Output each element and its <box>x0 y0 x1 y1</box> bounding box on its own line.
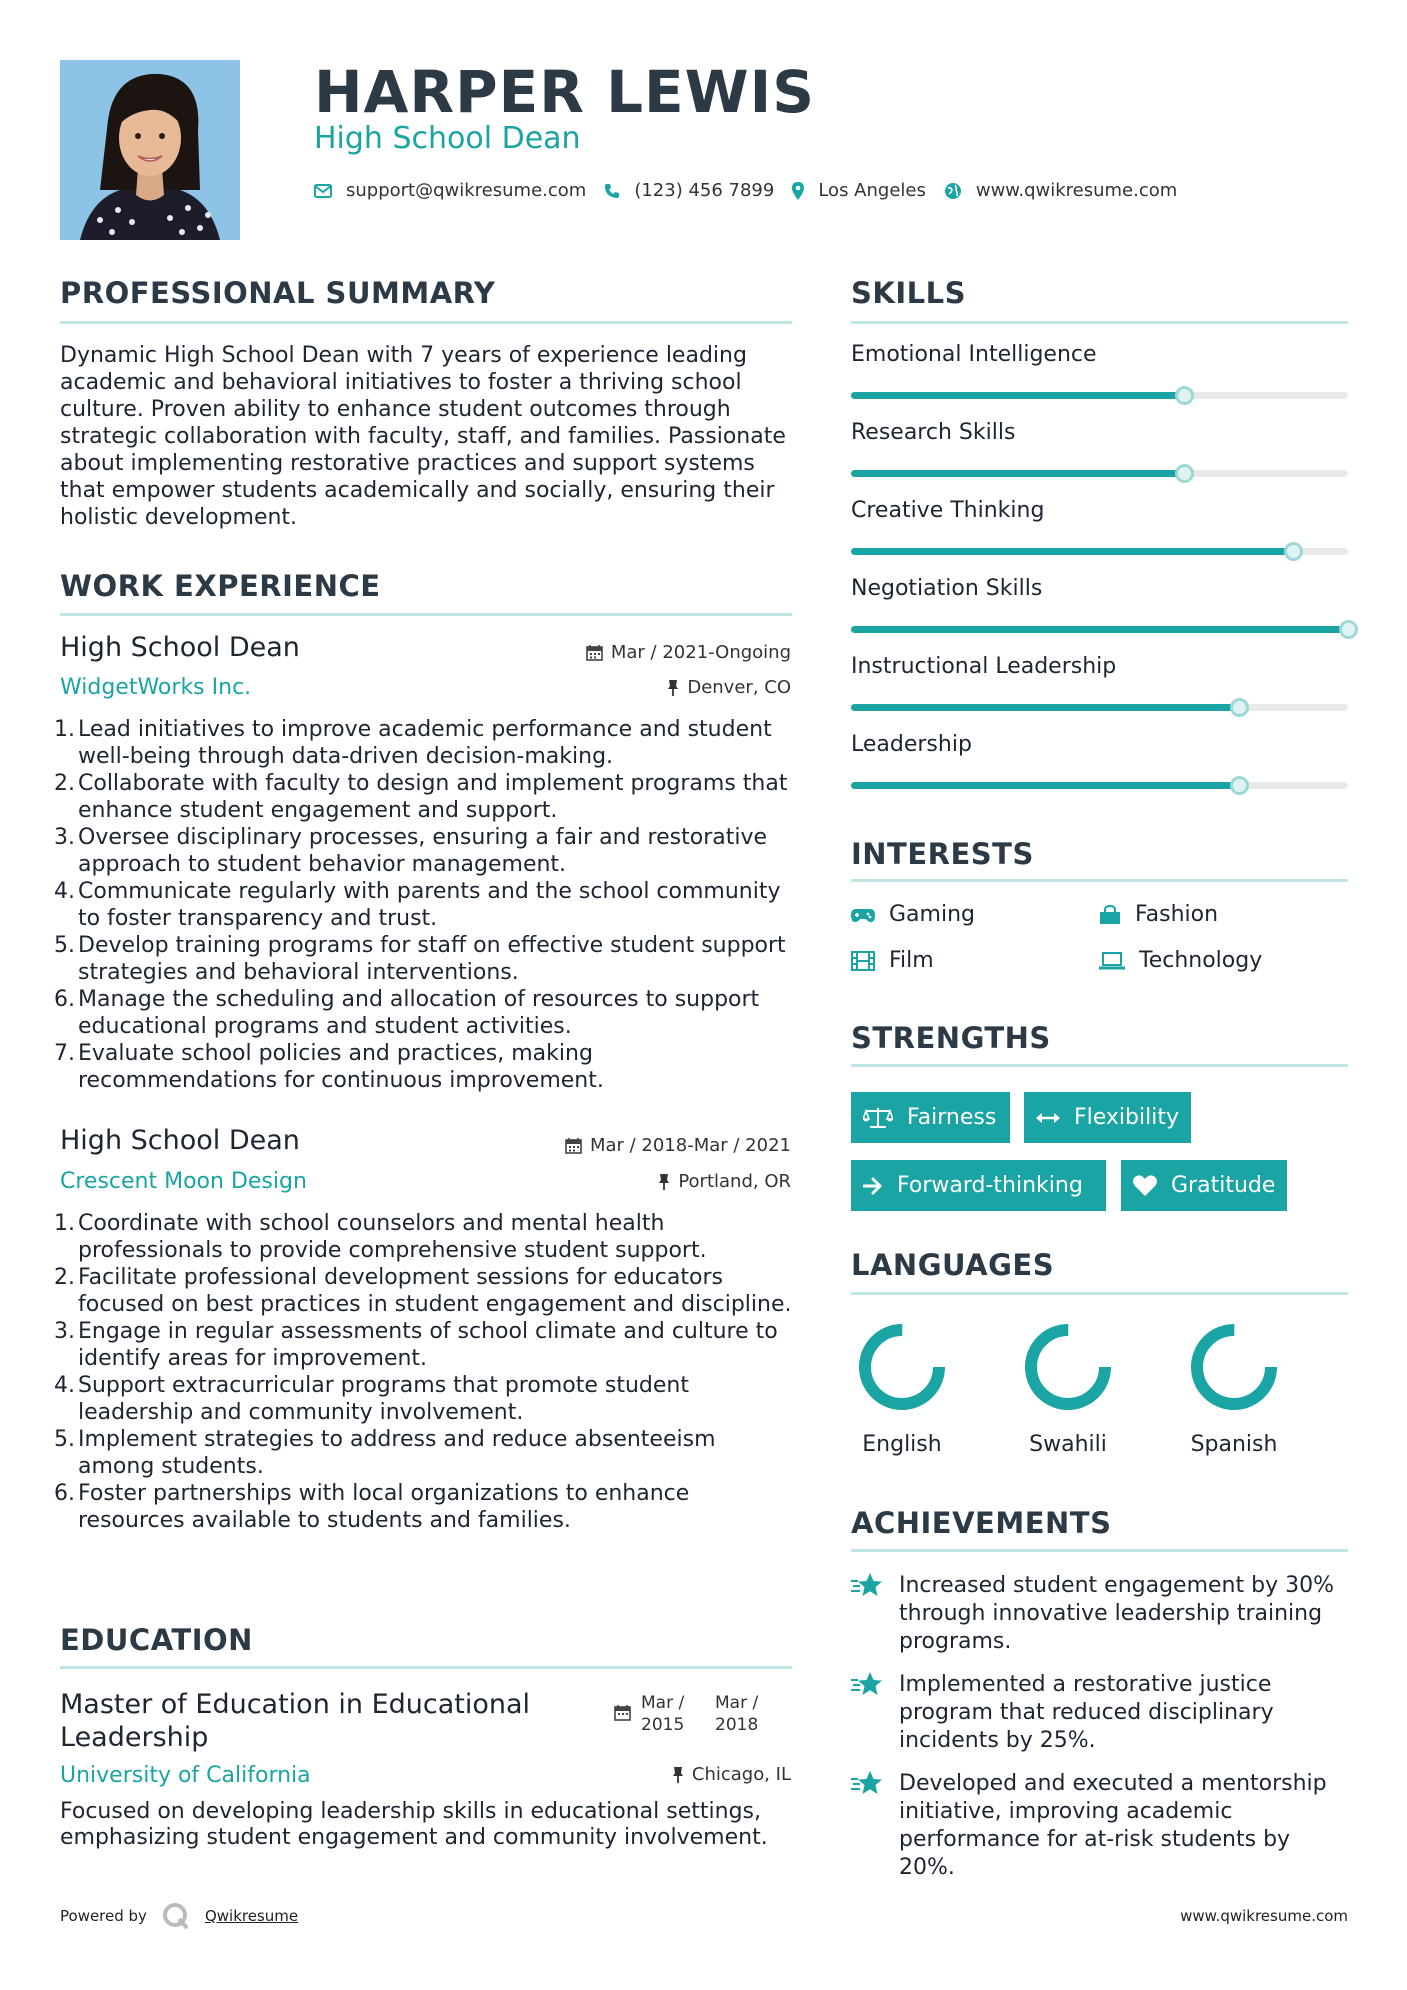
heart-icon <box>1133 1175 1157 1196</box>
school-name: University of California <box>60 1763 311 1788</box>
skill-label: Negotiation Skills <box>851 576 1043 601</box>
interest-label: Film <box>889 948 934 973</box>
contact-website[interactable] <box>944 180 1177 201</box>
job-location <box>658 1171 791 1192</box>
achievement-text: Developed and executed a mentorship initiative, improving academic performance for at-risk students by 20%. <box>899 1771 1327 1880</box>
education-start: Mar / 2015 <box>641 1693 685 1735</box>
envelope-icon <box>314 184 332 198</box>
education-location <box>672 1764 791 1785</box>
globe-icon <box>944 182 962 200</box>
footer-branding <box>60 1901 298 1931</box>
star-icon <box>851 1572 883 1598</box>
interest-label: Technology <box>1139 948 1263 973</box>
section-heading-skills: SKILLS <box>851 276 966 310</box>
gamepad-icon <box>851 907 875 923</box>
phone-text: (123) 456 7899 <box>634 180 775 201</box>
strength-chip-flexibility <box>1024 1092 1191 1143</box>
calendar-icon <box>586 644 603 661</box>
strength-label: Flexibility <box>1074 1105 1179 1130</box>
footer-website[interactable]: www.qwikresume.com <box>1180 1907 1348 1925</box>
calendar-icon <box>614 1704 631 1721</box>
skill-bar-fill <box>851 548 1293 555</box>
job-responsibilities <box>54 1210 798 1534</box>
powered-by-text: Powered by <box>60 1907 147 1925</box>
interest-label: Fashion <box>1135 902 1219 927</box>
map-marker-icon <box>792 182 804 200</box>
job-dates <box>565 1135 791 1156</box>
divider <box>851 1549 1348 1552</box>
list-item: 3. Engage in regular assessments of school climate and culture to identify areas for improvement. <box>54 1319 778 1371</box>
contact-email[interactable] <box>314 180 586 201</box>
section-heading-strengths: STRENGTHS <box>851 1021 1051 1055</box>
list-item: 4. Support extracurricular programs that promote student leadership and community involvement. <box>54 1373 689 1425</box>
list-item: 2. Facilitate professional development sessions for educators focused on best practices in student engagement and discipline. <box>54 1265 792 1317</box>
language-ring <box>852 1317 952 1417</box>
skill-label: Emotional Intelligence <box>851 342 1097 367</box>
star-icon <box>851 1671 883 1697</box>
qwikresume-logo-icon <box>161 1901 191 1931</box>
section-heading-achievements: ACHIEVEMENTS <box>851 1506 1112 1540</box>
skill-bar <box>851 548 1348 555</box>
language-label: Swahili <box>1029 1432 1107 1457</box>
interest-label: Gaming <box>889 902 975 927</box>
degree-title: Master of Education in Educational Leadership <box>60 1689 531 1753</box>
arrow-right-icon <box>863 1177 883 1195</box>
skill-label: Research Skills <box>851 420 1016 445</box>
achievement-text: Implemented a restorative justice program that reduced disciplinary incidents by 25%. <box>899 1672 1274 1753</box>
interest-item <box>851 902 975 927</box>
skill-bar-fill <box>851 704 1239 711</box>
job-location-text: Denver, CO <box>687 677 791 698</box>
job-title: High School Dean <box>60 1125 300 1156</box>
strength-chip-gratitude <box>1121 1160 1287 1211</box>
contact-phone[interactable] <box>604 180 774 201</box>
film-icon <box>851 951 875 971</box>
skill-bar <box>851 392 1348 399</box>
balance-scale-icon <box>863 1107 893 1129</box>
candidate-title: High School Dean <box>314 121 581 156</box>
company-name: WidgetWorks Inc. <box>60 675 252 700</box>
skill-bar-knob <box>1339 620 1358 639</box>
language-ring <box>1184 1317 1284 1417</box>
strength-label: Gratitude <box>1171 1173 1276 1198</box>
section-heading-education: EDUCATION <box>60 1623 253 1657</box>
section-heading-interests: INTERESTS <box>851 837 1034 871</box>
section-heading-languages: LANGUAGES <box>851 1248 1055 1282</box>
avatar <box>60 60 240 240</box>
skill-bar-knob <box>1230 698 1249 717</box>
education-end: Mar / 2018 <box>715 1693 759 1735</box>
interest-item <box>1099 902 1218 927</box>
star-icon <box>851 1770 883 1796</box>
contact-location <box>792 180 926 201</box>
education-location-text: Chicago, IL <box>691 1764 791 1785</box>
list-item: 6. Manage the scheduling and allocation of resources to support educational programs and student activities. <box>54 987 760 1039</box>
phone-icon <box>604 183 620 199</box>
education-dates <box>614 1692 775 1736</box>
list-item: 2. Collaborate with faculty to design and implement programs that enhance student engagement and support. <box>54 771 788 823</box>
strength-label: Forward-thinking <box>897 1173 1083 1198</box>
strength-label: Fairness <box>907 1105 997 1130</box>
skill-bar-knob <box>1284 542 1303 561</box>
divider <box>851 321 1348 324</box>
company-name: Crescent Moon Design <box>60 1169 307 1194</box>
laptop-icon <box>1099 952 1125 970</box>
strength-chip-forward-thinking <box>851 1160 1106 1211</box>
section-heading-experience: WORK EXPERIENCE <box>60 569 381 603</box>
summary-text: Dynamic High School Dean with 7 years of experience leading academic and behavioral initiatives to foster a thriving school culture. Proven ability to enhance student outcomes through strategic collaboration with faculty, staff, and families. Passionate about implementing restorative practices and support systems that empower students academically and socially, ensuring their holistic development. <box>60 343 786 530</box>
website-text: www.qwikresume.com <box>975 180 1178 201</box>
divider <box>60 1666 792 1669</box>
skill-bar-fill <box>851 626 1348 633</box>
job-responsibilities <box>54 716 798 1094</box>
candidate-name: HARPER LEWIS <box>314 58 815 126</box>
email-text: support@qwikresume.com <box>346 180 587 201</box>
location-text: Los Angeles <box>818 180 926 201</box>
strength-chip-fairness <box>851 1092 1010 1143</box>
job-dates <box>586 642 791 663</box>
pushpin-icon <box>658 1173 670 1190</box>
list-item: 6. Foster partnerships with local organizations to enhance resources available to students and families. <box>54 1481 690 1533</box>
language-ring-arc <box>865 1330 939 1404</box>
language-ring <box>1018 1317 1118 1417</box>
education-description: Focused on developing leadership skills in educational settings, emphasizing student engagement and community involvement. <box>60 1799 768 1850</box>
list-item: 1. Coordinate with school counselors and mental health professionals to provide comprehensive student support. <box>54 1211 707 1263</box>
skill-bar-knob <box>1230 776 1249 795</box>
skill-label: Leadership <box>851 732 972 757</box>
skill-bar <box>851 626 1348 633</box>
divider <box>60 321 792 324</box>
skill-bar <box>851 782 1348 789</box>
interest-item <box>1099 948 1262 973</box>
arrows-horizontal-icon <box>1036 1112 1060 1124</box>
skill-bar-knob <box>1175 464 1194 483</box>
skill-bar-fill <box>851 470 1184 477</box>
language-ring-arc <box>1031 1330 1105 1404</box>
skill-label: Creative Thinking <box>851 498 1045 523</box>
skill-bar-knob <box>1175 386 1194 405</box>
job-title: High School Dean <box>60 632 300 663</box>
skill-bar-fill <box>851 392 1184 399</box>
language-label: Spanish <box>1190 1432 1278 1457</box>
divider <box>60 613 792 616</box>
skill-bar <box>851 704 1348 711</box>
pushpin-icon <box>672 1766 684 1783</box>
contact-bar <box>314 180 1195 201</box>
shopping-bag-icon <box>1099 905 1121 925</box>
list-item: 4. Communicate regularly with parents and the school community to foster transparency and trust. <box>54 879 781 931</box>
profile-photo <box>60 60 240 240</box>
divider <box>851 879 1348 882</box>
list-item: 3. Oversee disciplinary processes, ensuring a fair and restorative approach to student behavior management. <box>54 825 768 877</box>
brand-link[interactable]: Qwikresume <box>204 1907 299 1925</box>
list-item: 1. Lead initiatives to improve academic performance and student well-being through data-driven decision-making. <box>54 717 772 769</box>
list-item: 5. Develop training programs for staff on effective student support strategies and behavioral interventions. <box>54 933 786 985</box>
achievement-item <box>851 1671 1348 1755</box>
job-dates-text: Mar / 2018-Mar / 2021 <box>589 1135 791 1156</box>
pushpin-icon <box>667 679 679 696</box>
calendar-icon <box>565 1137 582 1154</box>
language-ring-arc <box>1197 1330 1271 1404</box>
language-label: English <box>862 1432 942 1457</box>
job-dates-text: Mar / 2021-Ongoing <box>610 642 791 663</box>
interest-item <box>851 948 934 973</box>
achievement-item <box>851 1770 1348 1882</box>
achievement-text: Increased student engagement by 30% through innovative leadership training programs. <box>899 1573 1334 1654</box>
section-heading-summary: PROFESSIONAL SUMMARY <box>60 276 496 310</box>
skill-bar <box>851 470 1348 477</box>
list-item: 5. Implement strategies to address and reduce absenteeism among students. <box>54 1427 716 1479</box>
achievement-item <box>851 1572 1348 1656</box>
list-item: 7. Evaluate school policies and practices, making recommendations for continuous improvement. <box>54 1041 604 1093</box>
skill-label: Instructional Leadership <box>851 654 1117 679</box>
divider <box>851 1064 1348 1067</box>
skill-bar-fill <box>851 782 1239 789</box>
divider <box>851 1292 1348 1295</box>
job-location-text: Portland, OR <box>678 1171 791 1192</box>
job-location <box>667 677 791 698</box>
